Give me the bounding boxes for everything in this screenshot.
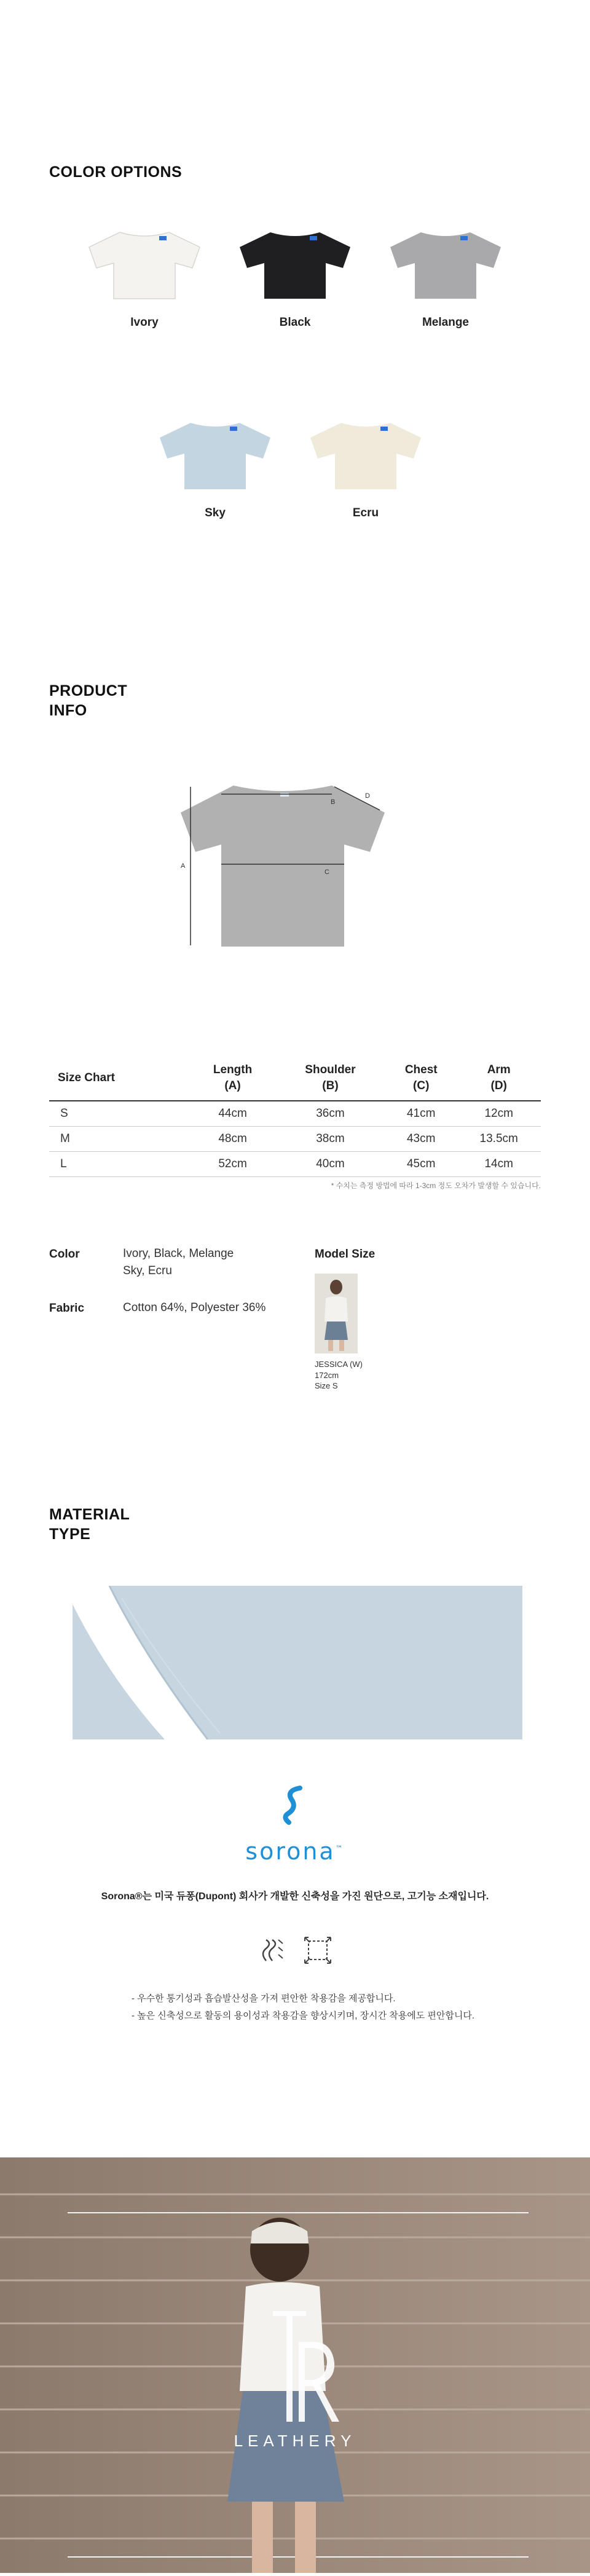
table-row xyxy=(49,1152,541,1177)
model-size-title: Model Size xyxy=(315,1248,376,1261)
material-bullet-1: - 우수한 통기성과 흡습발산성을 가져 편안한 착용감을 제공합니다. xyxy=(132,1993,396,2004)
shoulder-cell: 38cm xyxy=(275,1127,385,1152)
length-cell: 48cm xyxy=(190,1127,275,1152)
fabric-closeup xyxy=(73,1586,522,1739)
sorona-description: Sorona®는 미국 듀퐁(Dupont) 회사가 개발한 신축성을 가진 원단으로, 고기능 소재입니다. xyxy=(101,1891,489,1902)
arm-cell: 13.5cm xyxy=(457,1127,541,1152)
model-name: JESSICA (W) xyxy=(315,1360,363,1369)
shoulder-cell: 36cm xyxy=(275,1101,385,1127)
model-photo xyxy=(315,1274,358,1353)
color-option-melange xyxy=(378,227,513,329)
size-cell: M xyxy=(49,1127,190,1152)
arm-cell: 12cm xyxy=(457,1101,541,1127)
chest-cell: 41cm xyxy=(385,1101,457,1127)
label-d: D xyxy=(365,792,370,800)
model-size: Size S xyxy=(315,1381,338,1390)
tshirt-ivory-icon xyxy=(83,227,206,301)
color-label: Sky xyxy=(205,506,226,519)
tshirt-measurement-diagram xyxy=(178,781,399,953)
shoulder-cell: 40cm xyxy=(275,1152,385,1177)
chest-header: Chest (C) xyxy=(385,1056,457,1101)
size-note: * 수치는 측정 방법에 따라 1-3cm 정도 오차가 발생할 수 있습니다. xyxy=(331,1181,541,1190)
color-option-black xyxy=(227,227,363,329)
size-chart-header: Size Chart xyxy=(49,1056,190,1101)
tshirt-sky-icon xyxy=(154,418,277,492)
length-header: Length (A) xyxy=(190,1056,275,1101)
color-label: Black xyxy=(279,316,311,329)
brand-banner xyxy=(0,2157,590,2573)
label-a: A xyxy=(181,862,186,870)
stretch-icon xyxy=(302,1935,333,1969)
size-cell: L xyxy=(49,1152,190,1177)
sorona-logo-icon xyxy=(264,1786,326,1829)
breathable-icon xyxy=(257,1935,288,1969)
material-bullet-2: - 높은 신축성으로 활동의 용이성과 착용감을 향상시키며, 장시간 착용에도 편안합니다. xyxy=(132,2011,474,2021)
size-cell: S xyxy=(49,1101,190,1127)
brand-banner-photo xyxy=(0,2157,590,2573)
size-chart-header-row xyxy=(49,1056,541,1101)
label-b: B xyxy=(331,798,336,806)
length-cell: 52cm xyxy=(190,1152,275,1177)
size-diagram xyxy=(178,781,399,956)
arm-header: Arm (D) xyxy=(457,1056,541,1101)
shoulder-header: Shoulder (B) xyxy=(275,1056,385,1101)
arm-cell: 14cm xyxy=(457,1152,541,1177)
fabric-key: Fabric xyxy=(49,1302,85,1315)
color-key: Color xyxy=(49,1248,80,1261)
tshirt-melange-icon xyxy=(384,227,507,301)
color-label: Ecru xyxy=(352,506,379,519)
leathery-wordmark: LEATHERY xyxy=(234,2432,356,2450)
size-chart-table xyxy=(49,1056,541,1177)
product-info-title: PRODUCT INFO xyxy=(49,682,128,719)
chest-cell: 45cm xyxy=(385,1152,457,1177)
color-options-title: COLOR OPTIONS xyxy=(49,163,183,181)
color-label: Melange xyxy=(422,316,470,329)
color-value: Ivory, Black, Melange Sky, Ecru xyxy=(123,1247,234,1277)
color-option-sky xyxy=(148,418,283,520)
color-option-ivory xyxy=(77,227,212,329)
color-option-ecru xyxy=(298,418,433,520)
fabric-texture-image xyxy=(73,1586,522,1739)
tshirt-black-icon xyxy=(234,227,356,301)
label-c: C xyxy=(324,869,329,876)
tshirt-ecru-icon xyxy=(304,418,427,492)
model-height: 172cm xyxy=(315,1371,339,1380)
model-figure-icon xyxy=(315,1274,358,1353)
material-type-title: MATERIAL TYPE xyxy=(49,1506,130,1543)
table-row xyxy=(49,1127,541,1152)
chest-cell: 43cm xyxy=(385,1127,457,1152)
table-row xyxy=(49,1101,541,1127)
color-label: Ivory xyxy=(130,316,159,329)
sorona-wordmark: sorona™ xyxy=(245,1838,345,1865)
fabric-value: Cotton 64%, Polyester 36% xyxy=(123,1301,266,1314)
length-cell: 44cm xyxy=(190,1101,275,1127)
